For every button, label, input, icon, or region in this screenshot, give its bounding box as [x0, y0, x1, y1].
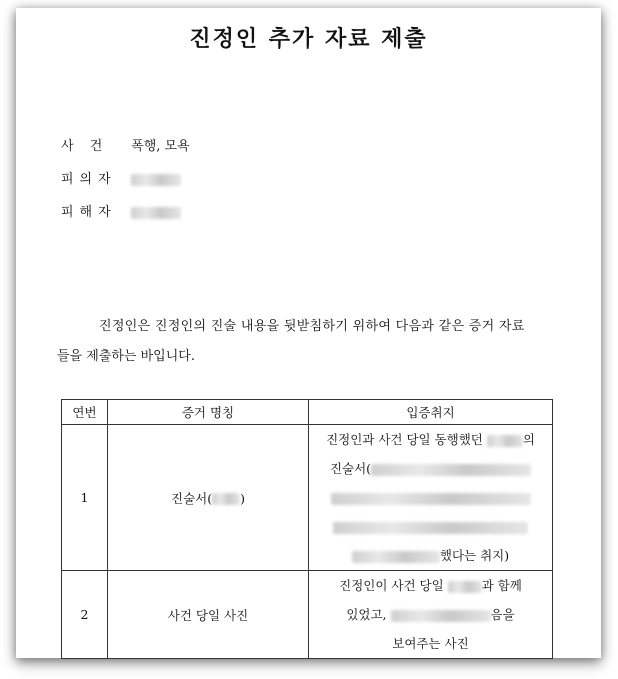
info-case-value: 폭행, 모욕: [131, 139, 190, 154]
row1-purpose-line-4: [309, 512, 552, 541]
row1-purpose-line-5: [309, 541, 552, 570]
row1-purpose-text-1b: 의: [522, 432, 535, 447]
info-case-label: 사 건: [61, 139, 109, 154]
redacted-suspect-name: [131, 174, 181, 186]
redacted-text: [352, 551, 440, 563]
table-header-row: [62, 400, 553, 425]
row1-name-prefix: 진술서(: [171, 490, 213, 506]
row2-purpose-text-1b: 과 함께: [481, 578, 522, 593]
row1-purpose-text-2a: 진술서(: [329, 461, 372, 476]
row1-no: 1: [62, 425, 108, 571]
row1-purpose-line-2: [309, 454, 552, 483]
row1-purpose: [309, 425, 553, 571]
row1-purpose-text-5b: 했다는 취지): [439, 548, 510, 563]
row2-purpose-text-2b: 음을: [490, 607, 515, 622]
table-row: [62, 571, 553, 659]
info-case: [61, 135, 190, 154]
info-suspect: [61, 168, 181, 187]
row1-purpose-line-1: [309, 425, 552, 454]
info-victim: [61, 201, 181, 220]
redacted-witness: [212, 493, 240, 505]
redacted-text: [487, 435, 523, 447]
header-no: 연번: [62, 400, 108, 425]
row2-purpose-line-2: [309, 600, 552, 629]
redacted-text: [448, 581, 482, 593]
row2-purpose-text-1a: 진정인이 사건 당일: [339, 578, 448, 593]
paragraph-line-1: 진정인은 진정인의 진술 내용을 뒷받침하기 위하여 다음과 같은 증거 자료: [99, 319, 525, 334]
header-purpose: 입증취지: [309, 400, 553, 425]
row2-name: 사건 당일 사진: [108, 571, 309, 659]
redacted-victim-name: [131, 207, 181, 219]
row1-purpose-text-1a: 진정인과 사건 당일 동행했던: [326, 432, 487, 447]
document-page: [16, 8, 601, 658]
document-title: 진정인 추가 자료 제출: [189, 26, 428, 52]
redacted-text: [371, 464, 531, 476]
redacted-text: [331, 493, 531, 505]
redacted-text: [391, 610, 491, 622]
table-row: [62, 425, 553, 571]
row2-purpose: [309, 571, 553, 659]
row2-no: 2: [62, 571, 108, 659]
paragraph-line-2: 들을 제출하는 바입니다.: [57, 349, 195, 364]
row1-name-suffix: ): [240, 490, 245, 506]
row1-name: [108, 425, 309, 571]
evidence-table: [61, 399, 553, 659]
info-suspect-label: 피의자: [61, 172, 117, 187]
body-paragraph: [57, 312, 557, 372]
header-name: 증거 명칭: [108, 400, 309, 425]
info-victim-label: 피해자: [61, 205, 117, 220]
row1-purpose-line-3: [309, 483, 552, 512]
row2-purpose-line-1: [309, 571, 552, 600]
row2-purpose-line-3: 보여주는 사진: [392, 636, 469, 651]
redacted-text: [333, 522, 528, 534]
row2-purpose-text-2a: 있었고,: [346, 607, 391, 622]
